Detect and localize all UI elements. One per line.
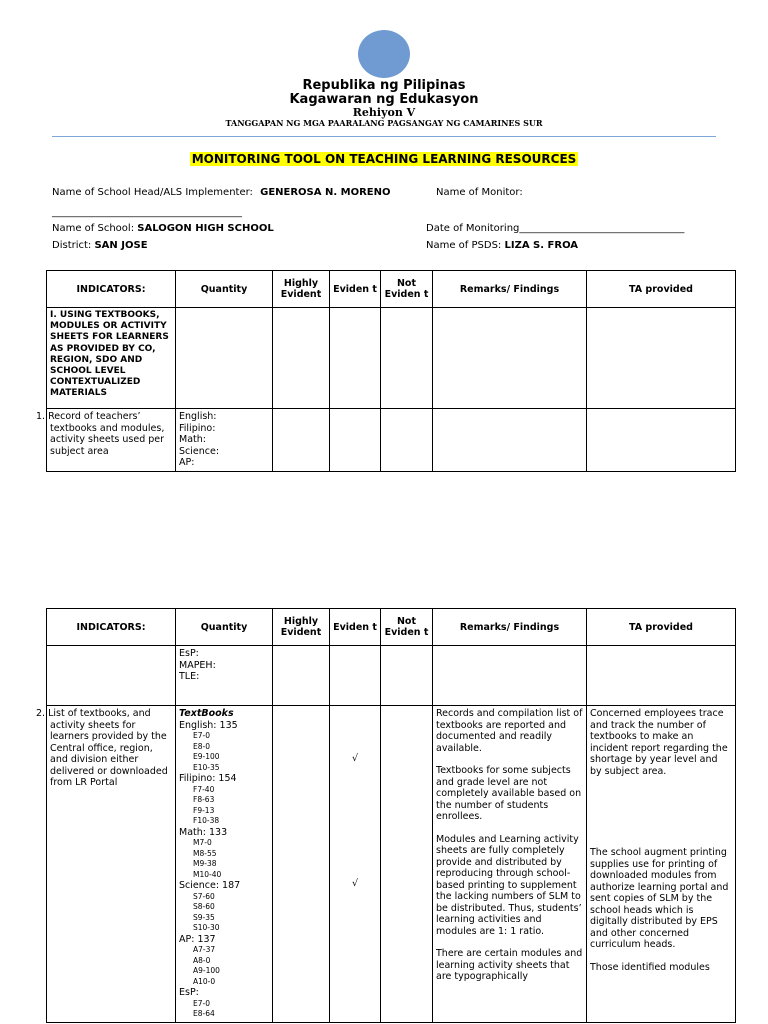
grade-count: E7-0 [193, 731, 210, 740]
school-value: SALOGON HIGH SCHOOL [137, 223, 274, 234]
school-head-label: Name of School Head/ALS Implementer: [52, 187, 253, 198]
textbook-quantities [176, 706, 273, 1023]
header-department: Kagawaran ng Edukasyon [289, 92, 479, 107]
quantity-item: Filipino: [179, 422, 216, 434]
school-head-value: GENEROSA N. MORENO [260, 187, 391, 198]
document-title: MONITORING TOOL ON TEACHING LEARNING RESOURCES [191, 152, 577, 166]
monitoring-table-2 [36, 608, 736, 1023]
district-label: District: [52, 240, 92, 251]
check-mark: √ [351, 877, 359, 889]
school-label: Name of School: [52, 223, 135, 234]
col-highly-evident: Highly Evident [273, 609, 330, 646]
grade-count: F9-13 [193, 805, 215, 815]
grade-count: S9-35 [193, 912, 215, 922]
ta-provided [587, 706, 736, 1023]
quantity-list-1 [176, 409, 273, 472]
district-value: SAN JOSE [94, 240, 148, 251]
grade-count: S8-60 [193, 902, 215, 911]
textbooks-label: TextBooks [179, 708, 234, 719]
col-quantity: Quantity [176, 609, 273, 646]
monitoring-table-1 [36, 270, 736, 472]
header-region: Rehiyon V [352, 106, 416, 119]
table-row [47, 308, 736, 409]
ta-paragraph: Those identified modules [590, 961, 710, 973]
ta-paragraph: Concerned employees trace and track the number of textbooks to make an incident report regarding the shortage by year level and by subject area. [590, 708, 728, 777]
grade-count: A10-0 [193, 976, 216, 986]
subject-total: EsP: [179, 987, 199, 998]
table-row [47, 706, 736, 1023]
grade-count: A9-100 [193, 966, 220, 975]
quantity-item: Math: [179, 434, 206, 445]
grade-count: A8-0 [193, 955, 211, 965]
grade-count: M10-40 [193, 869, 222, 879]
subject-total: Math: 133 [179, 826, 228, 838]
grade-count: E8-64 [193, 1009, 215, 1018]
quantity-item: TLE: [179, 671, 200, 682]
header-divider [52, 136, 716, 137]
grade-count: M7-0 [193, 838, 212, 847]
deped-seal [358, 30, 410, 78]
psds-label: Name of PSDS: [426, 240, 502, 251]
ta-paragraph: The school augment printing supplies use for printing of downloaded modules from authorize learning portal and sent copies of SLM by the school heads which is digitally distributed by EPS and other concerned curriculum heads. [590, 847, 729, 950]
subject-total: Filipino: 154 [179, 773, 237, 784]
grade-count: F10-38 [193, 816, 220, 825]
grade-count: E9-100 [193, 752, 220, 761]
evident-checks [330, 706, 381, 1023]
remark-paragraph: There are certain modules and learning activity sheets that are typographically [436, 948, 583, 982]
table-row [47, 646, 736, 706]
psds-field [426, 240, 578, 251]
header-republic: Republika ng Pilipinas [302, 78, 466, 93]
col-remarks: Remarks/ Findings [433, 271, 587, 308]
school-field [52, 223, 274, 234]
table-header-row [47, 609, 736, 646]
monitor-label: Name of Monitor: [436, 187, 523, 198]
indicator-1: 1. Record of teachers’ textbooks and modules, activity sheets used per subject area [47, 409, 176, 472]
check-mark: √ [351, 753, 359, 764]
col-evident: Eviden t [330, 271, 381, 308]
grade-count: F8-63 [193, 795, 215, 804]
quantity-item: English: [179, 411, 217, 422]
remarks-findings [433, 706, 587, 1023]
col-remarks: Remarks/ Findings [433, 609, 587, 646]
col-quantity: Quantity [176, 271, 273, 308]
indicator-2: 2. List of textbooks, and activity sheets for learners provided by the Central office, region, and division either delivered or downloaded from LR Portal [47, 706, 176, 1023]
subject-total: AP: 137 [179, 933, 216, 945]
col-highly-evident: Highly Evident [273, 271, 330, 308]
quantity-item: Science: [179, 445, 220, 457]
subject-total: English: 135 [179, 719, 238, 731]
grade-count: S7-60 [193, 891, 215, 901]
remark-paragraph: Modules and Learning activity sheets are fully completely provide and distributed by reproducing through school-based printing to supplement the lacking numbers of SLM to be distributed. Thus, students’ learning activities and modules are 1: 1 ratio. [436, 833, 582, 937]
col-ta-provided: TA provided [587, 271, 736, 308]
col-ta-provided: TA provided [587, 609, 736, 646]
date-of-monitoring: Date of Monitoring_________________________________ [426, 223, 685, 234]
col-not-evident: Not Eviden t [381, 609, 433, 646]
table-row [47, 409, 736, 472]
grade-count: F7-40 [193, 784, 215, 794]
col-indicators: INDICATORS: [47, 609, 176, 646]
district-field [52, 240, 148, 251]
quantity-item: MAPEH: [179, 659, 216, 671]
section-heading: I. USING TEXTBOOKS, MODULES OR ACTIVITY SHEETS FOR LEARNERS AS PROVIDED BY CO, REGION, SDO AND SCHOOL LEVEL CONTEXTUALIZED MATERIALS [47, 308, 176, 409]
document-title-wrap [0, 148, 768, 167]
remark-paragraph: Records and compilation list of textbooks are reported and documented and readily available. [436, 708, 583, 754]
col-not-evident: Not Eviden t [381, 271, 433, 308]
header-office: TANGGAPAN NG MGA PAARALANG PAGSANGAY NG CAMARINES SUR [225, 118, 543, 128]
grade-count: E10-35 [193, 762, 220, 772]
grade-count: M8-55 [193, 848, 217, 858]
grade-count: S10-30 [193, 923, 220, 932]
quantity-list-continued [176, 646, 273, 706]
school-head-field [52, 187, 390, 198]
grade-count: E8-0 [193, 741, 210, 751]
grade-count: E7-0 [193, 998, 210, 1008]
col-evident: Eviden t [330, 609, 381, 646]
grade-count: M9-38 [193, 859, 217, 868]
col-indicators: INDICATORS: [47, 271, 176, 308]
remark-paragraph: Textbooks for some subjects and grade level are not completely available based on the number of students enrollees. [436, 765, 582, 822]
quantity-item: EsP: [179, 648, 199, 659]
monitor-blank-line: ______________________________________ [52, 207, 242, 218]
subject-total: Science: 187 [179, 880, 241, 891]
psds-value: LIZA S. FROA [504, 240, 579, 251]
quantity-item: AP: [179, 457, 195, 468]
grade-count: A7-37 [193, 945, 216, 954]
table-header-row [47, 271, 736, 308]
